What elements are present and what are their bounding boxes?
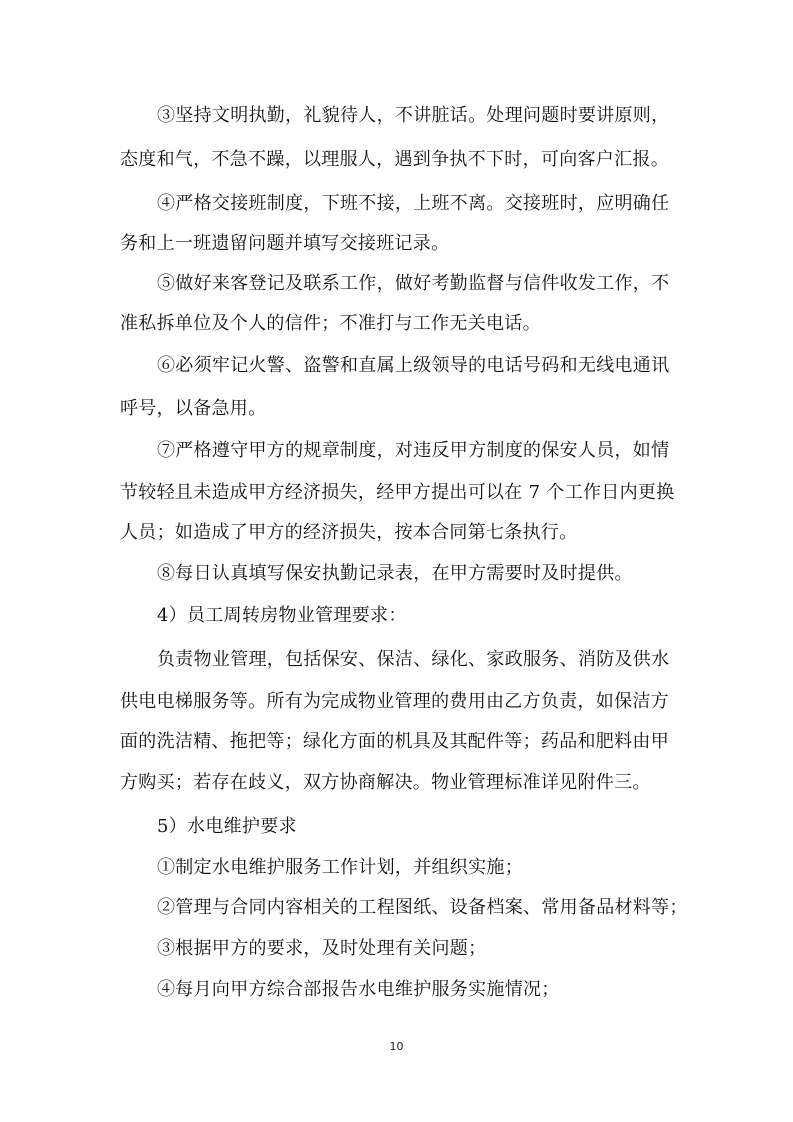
text-line: 态度和气，不急不躁，以理服人，遇到争执不下时，可向客户汇报。 (120, 149, 669, 170)
text-line: ⑧每日认真填写保安执勤记录表，在甲方需要时及时提供。 (157, 563, 633, 584)
text-line: ③坚持文明执勤，礼貌待人，不讲脏话。处理问题时要讲原则， (157, 105, 670, 126)
text-line: 供电电梯服务等。所有为完成物业管理的费用由乙方负责，如保洁方 (120, 691, 669, 712)
text-line: 准私拆单位及个人的信件；不准打与工作无关电话。 (120, 313, 541, 334)
page-number: 10 (389, 1040, 404, 1053)
text-line: ①制定水电维护服务工作计划，并组织实施； (157, 857, 523, 878)
text-line: 人员；如造成了甲方的经济损失，按本合同第七条执行。 (120, 522, 578, 543)
text-line: 方购买；若存在歧义，双方协商解决。物业管理标准详见附件三。 (120, 772, 651, 793)
section-heading: 5）水电维护要求 (157, 816, 297, 837)
text-line: 呼号，以备急用。 (120, 398, 267, 419)
text-line: 节较轻且未造成甲方经济损失，经甲方提出可以在 7 个工作日内更换 (120, 482, 675, 503)
text-line: ⑥必须牢记火警、盗警和直属上级领导的电话号码和无线电通讯 (157, 355, 670, 376)
text-line: ④每月向甲方综合部报告水电维护服务实施情况； (157, 979, 560, 1000)
section-heading: 4）员工周转房物业管理要求： (157, 605, 407, 626)
text-line: ⑤做好来客登记及联系工作，做好考勤监督与信件收发工作，不 (157, 273, 670, 294)
text-line: 面的洗洁精、拖把等；绿化方面的机具及其配件等；药品和肥料由甲 (120, 731, 669, 752)
text-line: 务和上一班遗留问题并填写交接班记录。 (120, 233, 450, 254)
text-line: 负责物业管理，包括保安、保洁、绿化、家政服务、消防及供水 (157, 649, 670, 670)
text-line: ③根据甲方的要求，及时处理有关问题； (157, 938, 487, 959)
text-line: ⑦严格遵守甲方的规章制度，对违反甲方制度的保安人员，如情 (157, 440, 670, 461)
text-line: ②管理与合同内容相关的工程图纸、设备档案、常用备品材料等； (157, 897, 688, 918)
text-line: ④严格交接班制度，下班不接，上班不离。交接班时，应明确任 (157, 193, 670, 214)
